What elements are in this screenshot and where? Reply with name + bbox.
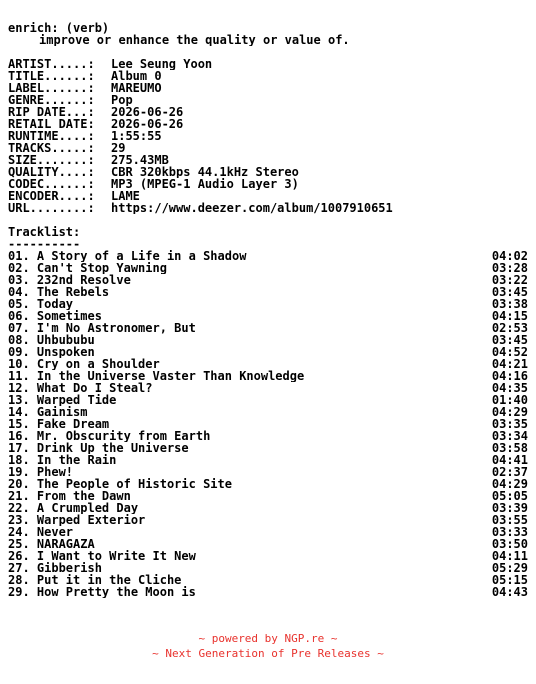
- field-rip-date: [8, 106, 528, 118]
- track-duration: 03:22: [491, 274, 528, 286]
- track-duration: 02:53: [491, 322, 528, 334]
- track-duration: 04:21: [491, 358, 528, 370]
- track-duration: 03:34: [491, 430, 528, 442]
- field-runtime: [8, 130, 528, 142]
- track-duration: 01:40: [491, 394, 528, 406]
- track-row: [8, 418, 528, 430]
- track-row: [8, 514, 528, 526]
- track-row: [8, 286, 528, 298]
- field-tracks: [8, 142, 528, 154]
- track-duration: 04:16: [491, 370, 528, 382]
- track-title: 10. Cry on a Shoulder: [8, 358, 160, 370]
- track-row: [8, 298, 528, 310]
- track-duration: 05:15: [491, 574, 528, 586]
- track-row: [8, 250, 528, 262]
- track-title: 04. The Rebels: [8, 286, 110, 298]
- track-duration: 03:45: [491, 286, 528, 298]
- field-retail-date: [8, 118, 528, 130]
- track-duration: 04:29: [491, 478, 528, 490]
- track-duration: 03:55: [491, 514, 528, 526]
- track-row: [8, 562, 528, 574]
- track-title: 01. A Story of a Life in a Shadow: [8, 250, 247, 262]
- track-duration: 05:29: [491, 562, 528, 574]
- field-value: MAREUMO: [111, 82, 162, 94]
- field-encoder: [8, 190, 528, 202]
- track-row: [8, 322, 528, 334]
- spacer: [8, 46, 528, 58]
- field-label: URL........:: [8, 202, 95, 214]
- track-row: [8, 406, 528, 418]
- field-value: Pop: [111, 94, 133, 106]
- track-title: 29. How Pretty the Moon is: [8, 586, 196, 598]
- track-title: 17. Drink Up the Universe: [8, 442, 189, 454]
- track-row: [8, 346, 528, 358]
- track-title: 02. Can't Stop Yawning: [8, 262, 167, 274]
- field-label: RIP DATE...:: [8, 106, 95, 118]
- field-label: TITLE......:: [8, 70, 95, 82]
- track-title: 07. I'm No Astronomer, But: [8, 322, 196, 334]
- track-duration: 04:02: [491, 250, 528, 262]
- track-row: [8, 490, 528, 502]
- track-row: [8, 382, 528, 394]
- field-label: RETAIL DATE:: [8, 118, 95, 130]
- track-title: 13. Warped Tide: [8, 394, 117, 406]
- track-title: 18. In the Rain: [8, 454, 117, 466]
- field-value: 275.43MB: [111, 154, 169, 166]
- track-title: 23. Warped Exterior: [8, 514, 146, 526]
- field-value: MP3 (MPEG-1 Audio Layer 3): [111, 178, 299, 190]
- track-duration: 03:45: [491, 334, 528, 346]
- track-title: 22. A Crumpled Day: [8, 502, 139, 514]
- track-title: 27. Gibberish: [8, 562, 102, 574]
- track-duration: 04:35: [491, 382, 528, 394]
- track-title: 20. The People of Historic Site: [8, 478, 232, 490]
- tracklist-rule: ----------: [8, 238, 81, 250]
- track-duration: 02:37: [491, 466, 528, 478]
- field-value: Lee Seung Yoon: [111, 58, 213, 70]
- field-size: [8, 154, 528, 166]
- track-row: [8, 574, 528, 586]
- field-label: TRACKS.....:: [8, 142, 95, 154]
- definition-meaning: improve or enhance the quality or value of.: [39, 34, 350, 46]
- spacer: [8, 214, 528, 226]
- track-duration: 03:38: [491, 298, 528, 310]
- track-title: 12. What Do I Steal?: [8, 382, 153, 394]
- track-duration: 03:33: [491, 526, 528, 538]
- track-title: 24. Never: [8, 526, 74, 538]
- field-label: LABEL......:: [8, 82, 95, 94]
- track-row: [8, 502, 528, 514]
- field-value: 2026-06-26: [111, 106, 184, 118]
- track-duration: 05:05: [491, 490, 528, 502]
- track-duration: 04:52: [491, 346, 528, 358]
- track-title: 05. Today: [8, 298, 74, 310]
- track-title: 16. Mr. Obscurity from Earth: [8, 430, 211, 442]
- track-title: 25. NARAGAZA: [8, 538, 95, 550]
- track-row: [8, 370, 528, 382]
- field-value: CBR 320kbps 44.1kHz Stereo: [111, 166, 299, 178]
- field-label: GENRE......:: [8, 94, 95, 106]
- track-row: [8, 310, 528, 322]
- track-row: [8, 478, 528, 490]
- track-duration: 03:50: [491, 538, 528, 550]
- track-title: 09. Unspoken: [8, 346, 95, 358]
- track-row: [8, 550, 528, 562]
- track-row: [8, 262, 528, 274]
- field-value: Album 0: [111, 70, 162, 82]
- field-title: [8, 70, 528, 82]
- release-info: [8, 58, 528, 214]
- footer-powered-by: ~ powered by NGP.re ~: [198, 632, 338, 645]
- nfo-document: [8, 22, 528, 598]
- track-title: 14. Gainism: [8, 406, 88, 418]
- track-row: [8, 274, 528, 286]
- track-title: 15. Fake Dream: [8, 418, 110, 430]
- field-genre: [8, 94, 528, 106]
- track-duration: 04:43: [491, 586, 528, 598]
- field-value: LAME: [111, 190, 140, 202]
- track-row: [8, 454, 528, 466]
- track-row: [8, 538, 528, 550]
- track-duration: 03:35: [491, 418, 528, 430]
- track-title: 28. Put it in the Cliche: [8, 574, 182, 586]
- field-codec: [8, 178, 528, 190]
- track-duration: 03:28: [491, 262, 528, 274]
- field-label: CODEC......:: [8, 178, 95, 190]
- track-row: [8, 430, 528, 442]
- tracklist: [8, 250, 528, 598]
- track-row: [8, 586, 528, 598]
- track-title: 11. In the Universe Vaster Than Knowledge: [8, 370, 305, 382]
- track-title: 21. From the Dawn: [8, 490, 131, 502]
- field-label: QUALITY....:: [8, 166, 95, 178]
- tracklist-heading: Tracklist:: [8, 226, 81, 238]
- track-duration: 04:11: [491, 550, 528, 562]
- field-value: 2026-06-26: [111, 118, 184, 130]
- track-duration: 03:58: [491, 442, 528, 454]
- track-row: [8, 466, 528, 478]
- field-value: 29: [111, 142, 126, 154]
- track-row: [8, 394, 528, 406]
- track-row: [8, 334, 528, 346]
- field-value: 1:55:55: [111, 130, 162, 142]
- footer-tagline: ~ Next Generation of Pre Releases ~: [152, 647, 384, 660]
- field-url: [8, 202, 528, 214]
- track-duration: 04:29: [491, 406, 528, 418]
- track-title: 08. Uhbububu: [8, 334, 95, 346]
- definition-term: enrich: (verb): [8, 22, 110, 34]
- track-row: [8, 358, 528, 370]
- field-artist: [8, 58, 528, 70]
- field-label-name: [8, 82, 528, 94]
- field-label: RUNTIME....:: [8, 130, 95, 142]
- field-label: ARTIST.....:: [8, 58, 95, 70]
- field-quality: [8, 166, 528, 178]
- track-duration: 03:39: [491, 502, 528, 514]
- track-duration: 04:41: [491, 454, 528, 466]
- track-row: [8, 442, 528, 454]
- track-row: [8, 526, 528, 538]
- field-label: ENCODER....:: [8, 190, 95, 202]
- field-value: https://www.deezer.com/album/1007910651: [111, 202, 393, 214]
- track-duration: 04:15: [491, 310, 528, 322]
- track-title: 03. 232nd Resolve: [8, 274, 131, 286]
- track-title: 26. I Want to Write It New: [8, 550, 196, 562]
- track-title: 06. Sometimes: [8, 310, 102, 322]
- field-label: SIZE.......:: [8, 154, 95, 166]
- track-title: 19. Phew!: [8, 466, 74, 478]
